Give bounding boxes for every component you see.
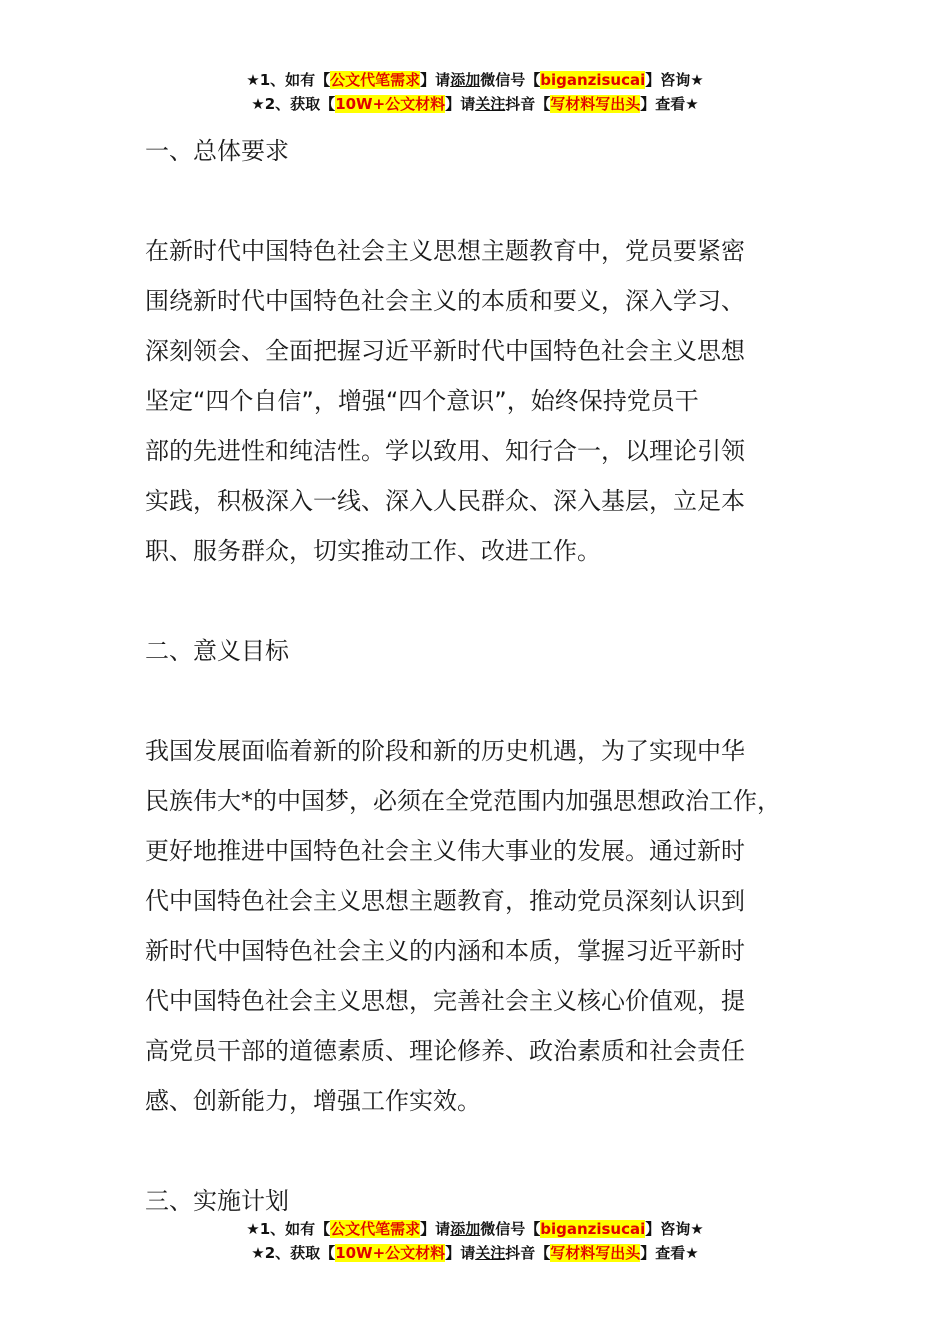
banner-underlined: 关注 <box>475 1244 506 1262</box>
header-banner <box>0 68 950 116</box>
paragraph-line: 高党员干部的道德素质、理论修养、政治素质和社会责任 <box>145 1037 745 1065</box>
banner-highlight: 公文代笔需求 <box>330 71 421 89</box>
paragraph-line: 感、创新能力，增强工作实效。 <box>145 1087 481 1115</box>
banner-text: 】请 <box>420 1220 451 1238</box>
banner-highlight: 10W+公文材料 <box>335 1244 446 1262</box>
banner-douyin-id: 写材料写出头 <box>550 1244 641 1262</box>
banner-text: ★1、如有【 <box>246 1220 331 1238</box>
banner-wechat-id: biganzisucai <box>540 1220 646 1238</box>
banner-text: ★2、获取【 <box>251 1244 336 1262</box>
paragraph-line: 我国发展面临着新的阶段和新的历史机遇，为了实现中华 <box>145 737 745 765</box>
paragraph-line: 部的先进性和纯洁性。学以致用、知行合一，以理论引领 <box>145 437 745 465</box>
paragraph-line: 深刻领会、全面把握习近平新时代中国特色社会主义思想 <box>145 337 745 365</box>
banner-underlined: 添加 <box>450 71 481 89</box>
paragraph-line: 新时代中国特色社会主义的内涵和本质，掌握习近平新时 <box>145 937 745 965</box>
document-body <box>145 126 835 1226</box>
paragraph-line: 更好地推进中国特色社会主义伟大事业的发展。通过新时 <box>145 837 745 865</box>
paragraph-line: 职、服务群众，切实推动工作、改进工作。 <box>145 537 601 565</box>
banner-text: 】查看★ <box>640 1244 699 1262</box>
banner-text: 】请 <box>420 71 451 89</box>
banner-text: ★2、获取【 <box>251 95 336 113</box>
banner-text: 】请 <box>445 1244 476 1262</box>
paragraph-line: 围绕新时代中国特色社会主义的本质和要义，深入学习、 <box>145 287 745 315</box>
spacer <box>145 676 835 726</box>
spacer <box>145 1126 835 1176</box>
section-heading-3: 三、实施计划 <box>145 1187 289 1215</box>
banner-text: 微信号【 <box>480 1220 541 1238</box>
banner-highlight: 10W+公文材料 <box>335 95 446 113</box>
paragraph-2 <box>145 726 835 1126</box>
paragraph-line: 实践，积极深入一线、深入人民群众、深入基层，立足本 <box>145 487 745 515</box>
section-heading-1: 一、总体要求 <box>145 137 289 165</box>
paragraph-1 <box>145 226 835 576</box>
banner-text: 】查看★ <box>640 95 699 113</box>
banner-text: 】咨询★ <box>645 1220 704 1238</box>
banner-line-1 <box>0 68 950 92</box>
banner-line-1 <box>0 1217 950 1241</box>
paragraph-line: 在新时代中国特色社会主义思想主题教育中，党员要紧密 <box>145 237 745 265</box>
banner-text: 抖音【 <box>505 1244 551 1262</box>
banner-wechat-id: biganzisucai <box>540 71 646 89</box>
banner-text: 】请 <box>445 95 476 113</box>
paragraph-line: 坚定“四个自信”，增强“四个意识”，始终保持党员干 <box>145 387 699 415</box>
banner-line-2 <box>0 92 950 116</box>
paragraph-line: 代中国特色社会主义思想，完善社会主义核心价值观，提 <box>145 987 745 1015</box>
banner-text: 微信号【 <box>480 71 541 89</box>
section-heading-2: 二、意义目标 <box>145 637 289 665</box>
banner-text: 】咨询★ <box>645 71 704 89</box>
banner-text: 抖音【 <box>505 95 551 113</box>
banner-text: ★1、如有【 <box>246 71 331 89</box>
spacer <box>145 176 835 226</box>
banner-douyin-id: 写材料写出头 <box>550 95 641 113</box>
banner-underlined: 关注 <box>475 95 506 113</box>
paragraph-line: 民族伟大*的中国梦，必须在全党范围内加强思想政治工作， <box>145 787 781 815</box>
spacer <box>145 576 835 626</box>
paragraph-line: 代中国特色社会主义思想主题教育，推动党员深刻认识到 <box>145 887 745 915</box>
footer-banner <box>0 1217 950 1265</box>
banner-line-2 <box>0 1241 950 1265</box>
banner-underlined: 添加 <box>450 1220 481 1238</box>
banner-highlight: 公文代笔需求 <box>330 1220 421 1238</box>
